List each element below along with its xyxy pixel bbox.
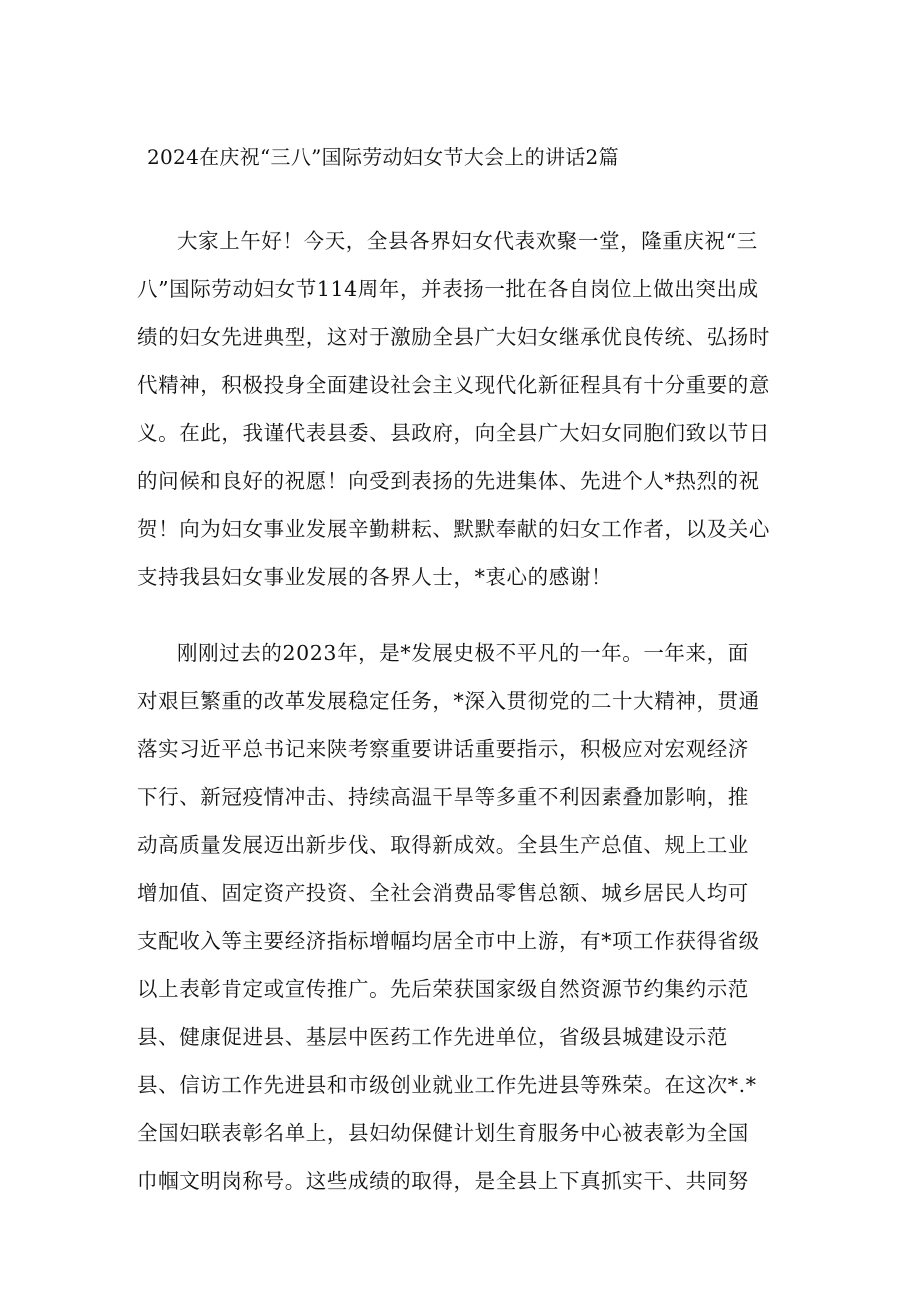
paragraph1-line-3: 绩的妇女先进典型，这对于激励全县广大妇女继承优良传统、弘扬时	[137, 325, 770, 349]
paragraph1-line-2: 八”国际劳动妇女节114周年，并表扬一批在各自岗位上做出突出成	[137, 277, 759, 301]
paragraph2-line-9: 县、健康促进县、基层中医药工作先进单位，省级县城建设示范	[137, 1025, 728, 1049]
paragraph1-line-4: 代精神，积极投身全面建设社会主义现代化新征程具有十分重要的意	[137, 373, 770, 397]
paragraph1-line-7: 贺！向为妇女事业发展辛勤耕耘、默默奉献的妇女工作者，以及关心	[137, 517, 770, 541]
paragraph1-line-5: 义。在此，我谨代表县委、县政府，向全县广大妇女同胞们致以节日	[137, 421, 770, 445]
document-title: 2024在庆祝“三八”国际劳动妇女节大会上的讲话2篇	[147, 145, 619, 169]
paragraph2-line-2: 对艰巨繁重的改革发展稳定任务，*深入贯彻党的二十大精神，贯通	[137, 689, 760, 713]
paragraph1-line-1: 大家上午好！今天，全县各界妇女代表欢聚一堂，隆重庆祝“三	[177, 229, 758, 253]
paragraph2-line-6: 增加值、固定资产投资、全社会消费品零售总额、城乡居民人均可	[137, 881, 749, 905]
paragraph2-line-4: 下行、新冠疫情冲击、持续高温干旱等多重不利因素叠加影响，推	[137, 785, 749, 809]
paragraph2-line-8: 以上表彰肯定或宣传推广。先后荣获国家级自然资源节约集约示范	[137, 977, 749, 1001]
paragraph2-line-5: 动高质量发展迈出新步伐、取得新成效。全县生产总值、规上工业	[137, 833, 749, 857]
paragraph2-line-11: 全国妇联表彰名单上，县妇幼保健计划生育服务中心被表彰为全国	[137, 1121, 749, 1145]
paragraph2-line-3: 落实习近平总书记来陕考察重要讲话重要指示，积极应对宏观经济	[137, 737, 749, 761]
paragraph2-line-10: 县、信访工作先进县和市级创业就业工作先进县等殊荣。在这次*.*	[137, 1073, 757, 1097]
paragraph2-line-1: 刚刚过去的2023年，是*发展史极不平凡的一年。一年来，面	[177, 641, 749, 665]
paragraph1-line-8: 支持我县妇女事业发展的各界人士，*衷心的感谢！	[137, 565, 613, 589]
paragraph1-line-6: 的问候和良好的祝愿！向受到表扬的先进集体、先进个人*热烈的祝	[137, 469, 760, 493]
paragraph2-line-12: 巾帼文明岗称号。这些成绩的取得，是全县上下真抓实干、共同努	[137, 1169, 749, 1193]
paragraph2-line-7: 支配收入等主要经济指标增幅均居全市中上游，有*项工作获得省级	[137, 929, 760, 953]
